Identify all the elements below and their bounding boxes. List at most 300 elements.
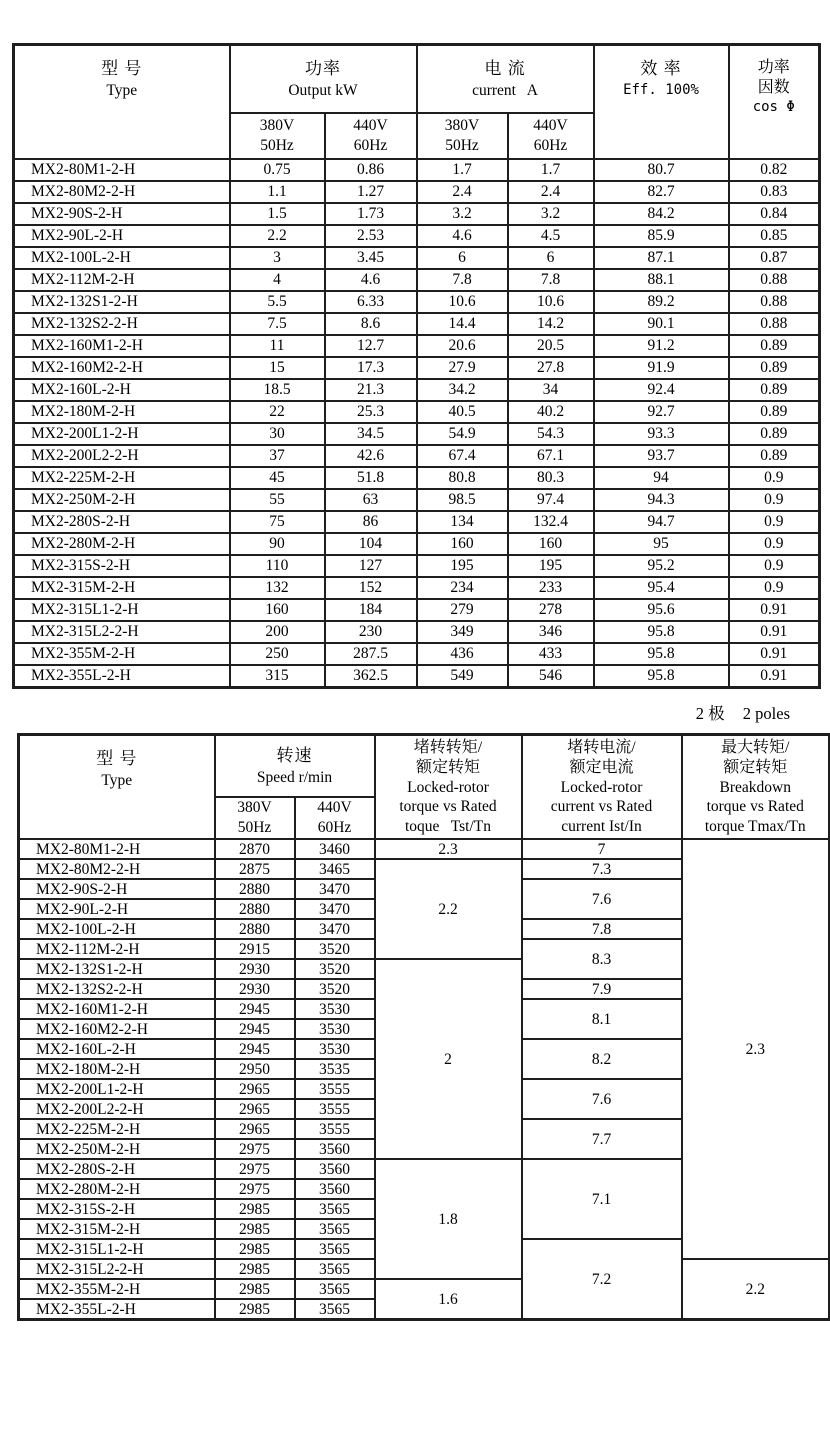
speed-380v-cell: 2965 bbox=[215, 1099, 295, 1119]
efficiency-cell: 84.2 bbox=[594, 203, 729, 225]
efficiency-label-en: Eff. 100% bbox=[623, 81, 699, 98]
power-factor-cell: 0.88 bbox=[729, 291, 820, 313]
speed-torque-table bbox=[17, 733, 830, 1321]
speed-440v-subheader bbox=[295, 797, 375, 839]
locked-rotor-current-en1: Locked-rotor bbox=[560, 779, 643, 797]
efficiency-cell: 82.7 bbox=[594, 181, 729, 203]
current-440v-cell: 14.2 bbox=[508, 313, 594, 335]
locked-rotor-torque-ratio-cell: 2 bbox=[375, 959, 522, 1159]
breakdown-torque-cn2: 额定转矩 bbox=[723, 759, 788, 777]
type-label-cn: 型 号 bbox=[96, 749, 138, 768]
speed-380v-cell: 2985 bbox=[215, 1199, 295, 1219]
breakdown-torque-en2: torque vs Rated bbox=[706, 798, 804, 816]
output-380v-cell: 160 bbox=[230, 599, 325, 621]
speed-380v-cell: 2930 bbox=[215, 959, 295, 979]
speed-380v-cell: 2880 bbox=[215, 919, 295, 939]
model-cell: MX2-90L-2-H bbox=[14, 225, 230, 247]
model-cell: MX2-315L2-2-H bbox=[19, 1259, 215, 1279]
speed-440v-cell: 3520 bbox=[295, 939, 375, 959]
speed-440v-cell: 3565 bbox=[295, 1239, 375, 1259]
output-440v-cell: 51.8 bbox=[325, 467, 417, 489]
output-label-cn: 功率 bbox=[305, 58, 341, 78]
efficiency-cell: 94 bbox=[594, 467, 729, 489]
model-cell: MX2-315S-2-H bbox=[19, 1199, 215, 1219]
model-cell: MX2-160L-2-H bbox=[19, 1039, 215, 1059]
speed-380v-cell: 2945 bbox=[215, 999, 295, 1019]
speed-440v-cell: 3465 bbox=[295, 859, 375, 879]
power-factor-label-cn1: 功率 bbox=[757, 59, 790, 76]
output-440v-cell: 8.6 bbox=[325, 313, 417, 335]
efficiency-cell: 88.1 bbox=[594, 269, 729, 291]
power-factor-cell: 0.89 bbox=[729, 445, 820, 467]
current-380v-cell: 549 bbox=[417, 665, 508, 688]
current-380v-cell: 98.5 bbox=[417, 489, 508, 511]
current-380v-cell: 14.4 bbox=[417, 313, 508, 335]
locked-rotor-torque-en2: torque vs Rated bbox=[399, 798, 497, 816]
speed-380v-cell: 2965 bbox=[215, 1079, 295, 1099]
power-factor-cell: 0.89 bbox=[729, 423, 820, 445]
locked-rotor-current-ratio-cell: 7.1 bbox=[522, 1159, 682, 1239]
current-380v-cell: 234 bbox=[417, 577, 508, 599]
efficiency-cell: 95.8 bbox=[594, 621, 729, 643]
speed-440v-cell: 3560 bbox=[295, 1159, 375, 1179]
current-380v-cell: 2.4 bbox=[417, 181, 508, 203]
efficiency-cell: 94.7 bbox=[594, 511, 729, 533]
power-factor-column-header bbox=[729, 45, 820, 160]
model-cell: MX2-200L2-2-H bbox=[14, 445, 230, 467]
power-factor-cell: 0.9 bbox=[729, 555, 820, 577]
speed-440v-cell: 3565 bbox=[295, 1279, 375, 1299]
speed-440v-cell: 3520 bbox=[295, 979, 375, 999]
locked-rotor-torque-ratio-cell: 1.6 bbox=[375, 1279, 522, 1320]
output-380v-cell: 110 bbox=[230, 555, 325, 577]
model-cell: MX2-90S-2-H bbox=[14, 203, 230, 225]
model-cell: MX2-280S-2-H bbox=[14, 511, 230, 533]
power-factor-label-cn2: 因数 bbox=[757, 79, 790, 96]
locked-rotor-torque-en1: Locked-rotor bbox=[407, 779, 489, 797]
locked-rotor-current-ratio-cell: 7.7 bbox=[522, 1119, 682, 1159]
output-440v-cell: 104 bbox=[325, 533, 417, 555]
efficiency-cell: 89.2 bbox=[594, 291, 729, 313]
power-current-table bbox=[12, 43, 821, 689]
model-cell: MX2-200L2-2-H bbox=[19, 1099, 215, 1119]
efficiency-cell: 95.6 bbox=[594, 599, 729, 621]
table-row bbox=[14, 643, 820, 665]
current-label-en: current A bbox=[472, 81, 538, 99]
current-380v-cell: 27.9 bbox=[417, 357, 508, 379]
table-row bbox=[14, 357, 820, 379]
power-current-table-header bbox=[14, 45, 820, 160]
table-row bbox=[14, 225, 820, 247]
table-row bbox=[14, 533, 820, 555]
voltage-label: 380V bbox=[237, 799, 272, 816]
efficiency-cell: 93.7 bbox=[594, 445, 729, 467]
model-cell: MX2-160L-2-H bbox=[14, 379, 230, 401]
output-380v-cell: 315 bbox=[230, 665, 325, 688]
output-column-header bbox=[230, 45, 417, 114]
current-440v-cell: 97.4 bbox=[508, 489, 594, 511]
current-440v-cell: 3.2 bbox=[508, 203, 594, 225]
current-440v-subheader bbox=[508, 113, 594, 159]
current-440v-cell: 160 bbox=[508, 533, 594, 555]
breakdown-torque-cn1: 最大转矩/ bbox=[721, 739, 790, 757]
current-440v-cell: 2.4 bbox=[508, 181, 594, 203]
output-380v-cell: 18.5 bbox=[230, 379, 325, 401]
current-380v-cell: 349 bbox=[417, 621, 508, 643]
efficiency-cell: 95.8 bbox=[594, 643, 729, 665]
output-380v-cell: 5.5 bbox=[230, 291, 325, 313]
efficiency-cell: 91.2 bbox=[594, 335, 729, 357]
current-440v-cell: 27.8 bbox=[508, 357, 594, 379]
power-factor-cell: 0.85 bbox=[729, 225, 820, 247]
efficiency-cell: 80.7 bbox=[594, 159, 729, 181]
speed-380v-cell: 2975 bbox=[215, 1179, 295, 1199]
power-factor-cell: 0.89 bbox=[729, 357, 820, 379]
locked-rotor-current-column-header bbox=[522, 735, 682, 840]
output-440v-cell: 17.3 bbox=[325, 357, 417, 379]
output-440v-cell: 3.45 bbox=[325, 247, 417, 269]
model-cell: MX2-80M1-2-H bbox=[19, 839, 215, 859]
output-440v-cell: 287.5 bbox=[325, 643, 417, 665]
model-cell: MX2-132S2-2-H bbox=[19, 979, 215, 999]
frequency-label: 60Hz bbox=[533, 137, 568, 154]
speed-380v-cell: 2870 bbox=[215, 839, 295, 859]
table-row bbox=[14, 555, 820, 577]
speed-380v-cell: 2930 bbox=[215, 979, 295, 999]
table-row bbox=[14, 335, 820, 357]
type-label-en: Type bbox=[106, 81, 138, 99]
speed-380v-cell: 2945 bbox=[215, 1039, 295, 1059]
power-factor-cell: 0.89 bbox=[729, 401, 820, 423]
locked-rotor-current-ratio-cell: 7.9 bbox=[522, 979, 682, 999]
efficiency-cell: 92.4 bbox=[594, 379, 729, 401]
model-cell: MX2-180M-2-H bbox=[19, 1059, 215, 1079]
power-factor-cell: 0.91 bbox=[729, 599, 820, 621]
output-440v-subheader bbox=[325, 113, 417, 159]
output-380v-cell: 37 bbox=[230, 445, 325, 467]
speed-label-cn: 转速 bbox=[276, 745, 313, 765]
output-440v-cell: 6.33 bbox=[325, 291, 417, 313]
locked-rotor-current-ratio-cell: 7.3 bbox=[522, 859, 682, 879]
model-cell: MX2-355M-2-H bbox=[14, 643, 230, 665]
speed-440v-cell: 3530 bbox=[295, 1039, 375, 1059]
current-440v-cell: 6 bbox=[508, 247, 594, 269]
output-380v-cell: 11 bbox=[230, 335, 325, 357]
speed-440v-cell: 3565 bbox=[295, 1299, 375, 1320]
speed-label-en: Speed r/min bbox=[256, 768, 333, 786]
output-380v-cell: 22 bbox=[230, 401, 325, 423]
current-440v-cell: 10.6 bbox=[508, 291, 594, 313]
current-380v-cell: 54.9 bbox=[417, 423, 508, 445]
power-factor-cell: 0.87 bbox=[729, 247, 820, 269]
speed-380v-subheader bbox=[215, 797, 295, 839]
current-440v-cell: 1.7 bbox=[508, 159, 594, 181]
output-380v-cell: 250 bbox=[230, 643, 325, 665]
power-factor-cell: 0.83 bbox=[729, 181, 820, 203]
model-cell: MX2-225M-2-H bbox=[14, 467, 230, 489]
table-row bbox=[14, 401, 820, 423]
output-440v-cell: 34.5 bbox=[325, 423, 417, 445]
speed-440v-cell: 3530 bbox=[295, 999, 375, 1019]
locked-rotor-torque-cn2: 额定转矩 bbox=[415, 759, 480, 777]
output-440v-cell: 25.3 bbox=[325, 401, 417, 423]
speed-380v-cell: 2985 bbox=[215, 1259, 295, 1279]
speed-torque-table-header bbox=[19, 735, 830, 840]
output-440v-cell: 230 bbox=[325, 621, 417, 643]
model-cell: MX2-315M-2-H bbox=[14, 577, 230, 599]
frequency-label: 50Hz bbox=[445, 137, 479, 154]
frequency-label: 50Hz bbox=[260, 137, 294, 154]
model-cell: MX2-250M-2-H bbox=[19, 1139, 215, 1159]
current-380v-cell: 436 bbox=[417, 643, 508, 665]
speed-380v-cell: 2965 bbox=[215, 1119, 295, 1139]
efficiency-column-header bbox=[594, 45, 729, 160]
model-cell: MX2-112M-2-H bbox=[19, 939, 215, 959]
efficiency-cell: 92.7 bbox=[594, 401, 729, 423]
model-cell: MX2-180M-2-H bbox=[14, 401, 230, 423]
current-380v-cell: 279 bbox=[417, 599, 508, 621]
current-column-header bbox=[417, 45, 594, 114]
locked-rotor-torque-ratio-cell: 2.2 bbox=[375, 859, 522, 959]
output-380v-cell: 90 bbox=[230, 533, 325, 555]
speed-440v-cell: 3530 bbox=[295, 1019, 375, 1039]
model-cell: MX2-160M1-2-H bbox=[19, 999, 215, 1019]
model-cell: MX2-355L-2-H bbox=[14, 665, 230, 688]
locked-rotor-torque-ratio-cell: 1.8 bbox=[375, 1159, 522, 1279]
output-440v-cell: 152 bbox=[325, 577, 417, 599]
locked-rotor-current-ratio-cell: 8.2 bbox=[522, 1039, 682, 1079]
frequency-label: 50Hz bbox=[237, 819, 272, 837]
speed-440v-cell: 3555 bbox=[295, 1079, 375, 1099]
speed-380v-cell: 2975 bbox=[215, 1139, 295, 1159]
speed-440v-cell: 3470 bbox=[295, 919, 375, 939]
speed-440v-cell: 3535 bbox=[295, 1059, 375, 1079]
current-440v-cell: 433 bbox=[508, 643, 594, 665]
power-factor-cell: 0.89 bbox=[729, 335, 820, 357]
voltage-label: 440V bbox=[533, 116, 568, 134]
speed-380v-cell: 2975 bbox=[215, 1159, 295, 1179]
current-380v-cell: 7.8 bbox=[417, 269, 508, 291]
power-factor-cell: 0.9 bbox=[729, 533, 820, 555]
output-440v-cell: 12.7 bbox=[325, 335, 417, 357]
output-label-en: Output kW bbox=[288, 81, 358, 99]
table-row bbox=[14, 203, 820, 225]
model-cell: MX2-280M-2-H bbox=[19, 1179, 215, 1199]
model-cell: MX2-250M-2-H bbox=[14, 489, 230, 511]
table-row bbox=[14, 665, 820, 688]
speed-380v-cell: 2880 bbox=[215, 899, 295, 919]
breakdown-torque-en1: Breakdown bbox=[719, 779, 791, 797]
output-380v-cell: 132 bbox=[230, 577, 325, 599]
current-380v-cell: 67.4 bbox=[417, 445, 508, 467]
model-cell: MX2-315L2-2-H bbox=[14, 621, 230, 643]
output-380v-cell: 2.2 bbox=[230, 225, 325, 247]
table-row bbox=[14, 423, 820, 445]
model-cell: MX2-200L1-2-H bbox=[19, 1079, 215, 1099]
current-440v-cell: 278 bbox=[508, 599, 594, 621]
current-380v-cell: 3.2 bbox=[417, 203, 508, 225]
output-380v-cell: 75 bbox=[230, 511, 325, 533]
power-factor-cell: 0.82 bbox=[729, 159, 820, 181]
efficiency-cell: 90.1 bbox=[594, 313, 729, 335]
current-380v-cell: 4.6 bbox=[417, 225, 508, 247]
efficiency-cell: 85.9 bbox=[594, 225, 729, 247]
current-440v-cell: 67.1 bbox=[508, 445, 594, 467]
current-380v-cell: 1.7 bbox=[417, 159, 508, 181]
model-cell: MX2-160M1-2-H bbox=[14, 335, 230, 357]
voltage-label: 440V bbox=[353, 116, 388, 134]
output-440v-cell: 21.3 bbox=[325, 379, 417, 401]
frequency-label: 60Hz bbox=[353, 137, 388, 154]
output-380v-cell: 0.75 bbox=[230, 159, 325, 181]
table-row bbox=[14, 159, 820, 181]
current-380v-cell: 6 bbox=[417, 247, 508, 269]
output-380v-cell: 1.5 bbox=[230, 203, 325, 225]
model-cell: MX2-315S-2-H bbox=[14, 555, 230, 577]
model-cell: MX2-200L1-2-H bbox=[14, 423, 230, 445]
current-440v-cell: 80.3 bbox=[508, 467, 594, 489]
efficiency-label-cn: 效 率 bbox=[640, 59, 682, 78]
model-cell: MX2-80M2-2-H bbox=[19, 859, 215, 879]
locked-rotor-current-cn1: 堵转电流/ bbox=[567, 739, 636, 757]
current-380v-cell: 195 bbox=[417, 555, 508, 577]
model-cell: MX2-90S-2-H bbox=[19, 879, 215, 899]
output-380v-cell: 7.5 bbox=[230, 313, 325, 335]
current-440v-cell: 40.2 bbox=[508, 401, 594, 423]
power-factor-cell: 0.91 bbox=[729, 621, 820, 643]
output-380v-cell: 15 bbox=[230, 357, 325, 379]
output-380v-cell: 4 bbox=[230, 269, 325, 291]
current-380v-cell: 80.8 bbox=[417, 467, 508, 489]
model-cell: MX2-225M-2-H bbox=[19, 1119, 215, 1139]
current-440v-cell: 4.5 bbox=[508, 225, 594, 247]
output-440v-cell: 63 bbox=[325, 489, 417, 511]
current-380v-cell: 34.2 bbox=[417, 379, 508, 401]
output-380v-cell: 45 bbox=[230, 467, 325, 489]
current-440v-cell: 54.3 bbox=[508, 423, 594, 445]
locked-rotor-current-ratio-cell: 7.6 bbox=[522, 879, 682, 919]
output-380v-cell: 200 bbox=[230, 621, 325, 643]
type-column-header bbox=[19, 735, 215, 840]
output-440v-cell: 86 bbox=[325, 511, 417, 533]
efficiency-cell: 95.8 bbox=[594, 665, 729, 688]
breakdown-torque-ratio-cell: 2.3 bbox=[682, 839, 830, 1259]
power-current-table-body bbox=[14, 159, 820, 688]
current-440v-cell: 233 bbox=[508, 577, 594, 599]
model-cell: MX2-80M2-2-H bbox=[14, 181, 230, 203]
breakdown-torque-column-header bbox=[682, 735, 830, 840]
output-380v-cell: 55 bbox=[230, 489, 325, 511]
speed-440v-cell: 3520 bbox=[295, 959, 375, 979]
table-row bbox=[14, 489, 820, 511]
type-column-header bbox=[14, 45, 230, 160]
power-factor-cell: 0.91 bbox=[729, 665, 820, 688]
current-380v-cell: 20.6 bbox=[417, 335, 508, 357]
speed-440v-cell: 3555 bbox=[295, 1099, 375, 1119]
locked-rotor-current-en3: current Ist/In bbox=[561, 817, 642, 835]
speed-380v-cell: 2985 bbox=[215, 1279, 295, 1299]
output-440v-cell: 4.6 bbox=[325, 269, 417, 291]
output-440v-cell: 1.73 bbox=[325, 203, 417, 225]
type-label-en: Type bbox=[101, 771, 133, 789]
frequency-label: 60Hz bbox=[317, 819, 352, 837]
model-cell: MX2-80M1-2-H bbox=[14, 159, 230, 181]
model-cell: MX2-132S1-2-H bbox=[19, 959, 215, 979]
model-cell: MX2-315M-2-H bbox=[19, 1219, 215, 1239]
table-row bbox=[19, 839, 830, 859]
speed-440v-cell: 3555 bbox=[295, 1119, 375, 1139]
locked-rotor-current-ratio-cell: 8.1 bbox=[522, 999, 682, 1039]
locked-rotor-current-ratio-cell: 7.6 bbox=[522, 1079, 682, 1119]
locked-rotor-current-ratio-cell: 7.2 bbox=[522, 1239, 682, 1320]
power-factor-symbol: cos Φ bbox=[752, 99, 795, 115]
speed-440v-cell: 3565 bbox=[295, 1199, 375, 1219]
current-440v-cell: 346 bbox=[508, 621, 594, 643]
output-440v-cell: 42.6 bbox=[325, 445, 417, 467]
table-row bbox=[14, 467, 820, 489]
table-row bbox=[14, 577, 820, 599]
model-cell: MX2-112M-2-H bbox=[14, 269, 230, 291]
speed-380v-cell: 2985 bbox=[215, 1239, 295, 1259]
model-cell: MX2-100L-2-H bbox=[14, 247, 230, 269]
locked-rotor-current-ratio-cell: 7 bbox=[522, 839, 682, 859]
speed-380v-cell: 2880 bbox=[215, 879, 295, 899]
current-440v-cell: 7.8 bbox=[508, 269, 594, 291]
output-380v-cell: 1.1 bbox=[230, 181, 325, 203]
speed-440v-cell: 3560 bbox=[295, 1139, 375, 1159]
speed-440v-cell: 3565 bbox=[295, 1219, 375, 1239]
voltage-label: 440V bbox=[317, 799, 352, 816]
voltage-label: 380V bbox=[259, 116, 295, 134]
power-factor-cell: 0.89 bbox=[729, 379, 820, 401]
power-factor-cell: 0.88 bbox=[729, 269, 820, 291]
output-440v-cell: 1.27 bbox=[325, 181, 417, 203]
model-cell: MX2-355M-2-H bbox=[19, 1279, 215, 1299]
breakdown-torque-ratio-cell: 2.2 bbox=[682, 1259, 830, 1320]
speed-torque-table-body bbox=[19, 839, 830, 1320]
poles-note bbox=[0, 689, 830, 733]
table-row bbox=[14, 181, 820, 203]
output-380v-subheader bbox=[230, 113, 325, 159]
table-row bbox=[14, 269, 820, 291]
model-cell: MX2-315L1-2-H bbox=[14, 599, 230, 621]
current-label-cn: 电 流 bbox=[484, 58, 526, 78]
output-440v-cell: 2.53 bbox=[325, 225, 417, 247]
efficiency-cell: 95 bbox=[594, 533, 729, 555]
model-cell: MX2-280M-2-H bbox=[14, 533, 230, 555]
output-440v-cell: 0.86 bbox=[325, 159, 417, 181]
locked-rotor-current-en2: current vs Rated bbox=[550, 798, 653, 816]
model-cell: MX2-355L-2-H bbox=[19, 1299, 215, 1320]
table-row bbox=[14, 247, 820, 269]
current-380v-cell: 10.6 bbox=[417, 291, 508, 313]
voltage-label: 380V bbox=[444, 116, 480, 134]
table-row bbox=[14, 291, 820, 313]
output-440v-cell: 127 bbox=[325, 555, 417, 577]
model-cell: MX2-100L-2-H bbox=[19, 919, 215, 939]
output-380v-cell: 3 bbox=[230, 247, 325, 269]
model-cell: MX2-160M2-2-H bbox=[14, 357, 230, 379]
power-factor-cell: 0.9 bbox=[729, 489, 820, 511]
output-380v-cell: 30 bbox=[230, 423, 325, 445]
poles-note-cn: 2 极 bbox=[695, 704, 725, 723]
speed-440v-cell: 3470 bbox=[295, 879, 375, 899]
current-380v-subheader bbox=[417, 113, 508, 159]
output-440v-cell: 184 bbox=[325, 599, 417, 621]
power-factor-cell: 0.84 bbox=[729, 203, 820, 225]
model-cell: MX2-160M2-2-H bbox=[19, 1019, 215, 1039]
table-row bbox=[14, 379, 820, 401]
